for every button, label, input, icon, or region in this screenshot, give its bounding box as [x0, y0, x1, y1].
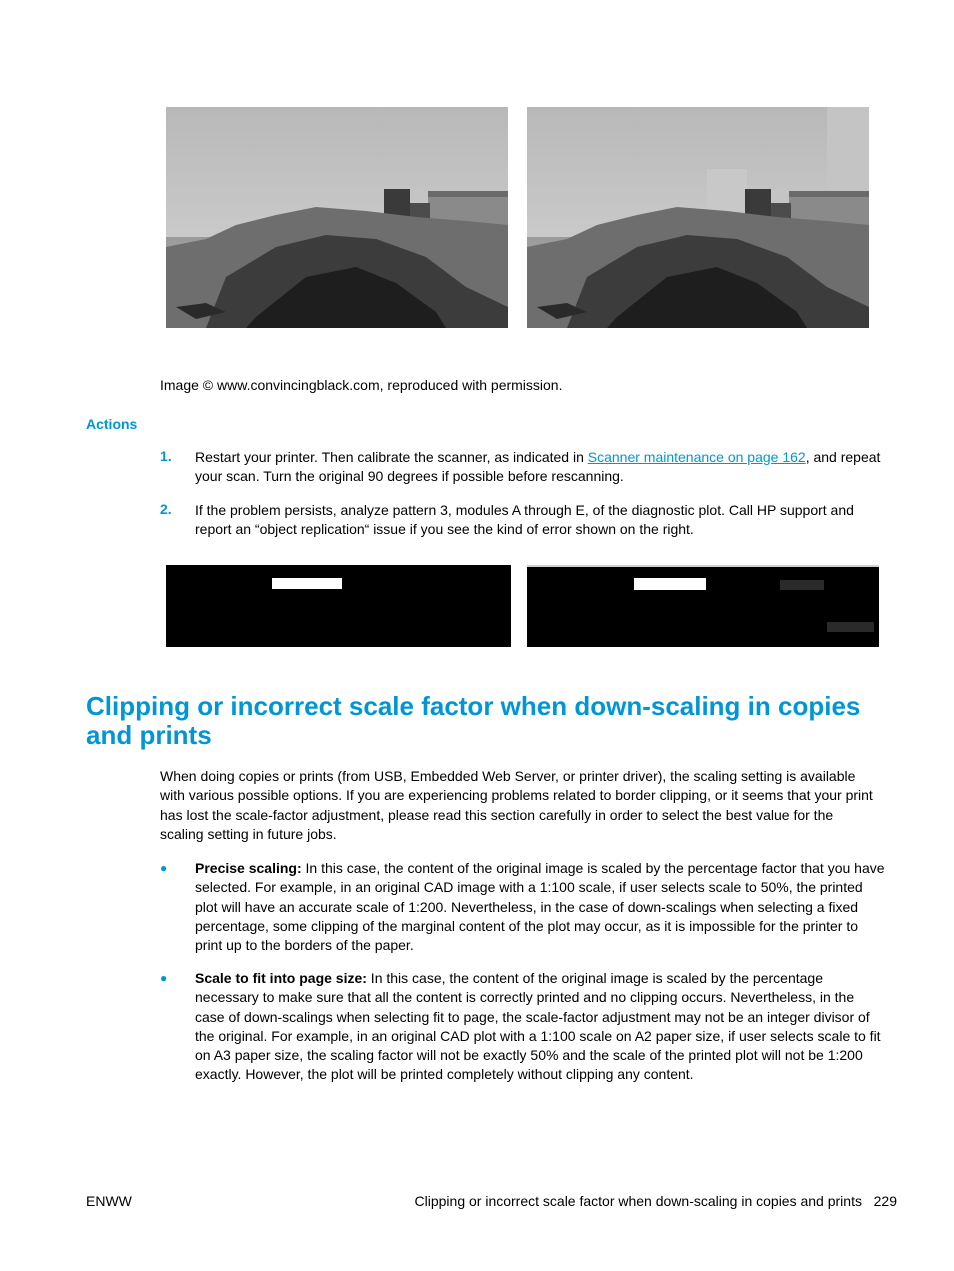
step-1-number: 1. — [160, 448, 172, 464]
diagnostic-plot-replicated — [527, 565, 879, 647]
plot-replica-bar — [827, 622, 874, 632]
bullet-scale-to-fit — [195, 969, 885, 1085]
footer-chapter-title: Clipping or incorrect scale factor when down-scaling in copies and prints — [414, 1193, 862, 1209]
footer-left: ENWW — [86, 1193, 132, 1209]
actions-heading: Actions — [86, 416, 138, 432]
bullet-dot: ● — [160, 861, 168, 875]
page-number: 229 — [873, 1193, 897, 1209]
bullet-precise-scaling — [195, 859, 885, 955]
step-2-number: 2. — [160, 501, 172, 517]
step-1-text-before: Restart your printer. Then calibrate the scanner, as indicated in — [195, 449, 588, 465]
bullet-term: Precise scaling: — [195, 860, 302, 876]
step-1-text-after: , and repeat your scan. Turn the original 90 degrees if possible before rescanning. — [195, 449, 881, 485]
section-title: Clipping or incorrect scale factor when down-scaling in copies and prints — [86, 691, 861, 750]
coast-photo-replicated — [527, 107, 869, 328]
step-1-text — [195, 448, 885, 487]
bullet-dot: ● — [160, 971, 168, 985]
intro-paragraph: When doing copies or prints (from USB, Embedded Web Server, or printer driver), the scaling setting is available with various possible options. If you are experiencing problems related to border clipping, or it seems that your print has lost the scale-factor adjustment, please read this section carefully in order to select the best value for the scaling setting in future jobs. — [160, 768, 873, 842]
plot-replica-bar — [780, 580, 824, 590]
diagnostic-plot-correct — [166, 565, 511, 647]
bullet-term: Scale to fit into page size: — [195, 970, 367, 986]
bullet-body: In this case, the content of the original image is scaled by the percentage factor that you have selected. For example, in an original CAD image with a 1:100 scale, if user selects scale to 50%, the printed plot will have an accurate scale of 1:200. Nevertheless, in the case of down-scalings when selecting a fixed percentage, some clipping of the marginal content of the plot may occur, as it is impossible for the printer to print up to the borders of the paper. — [195, 860, 885, 954]
scanner-maintenance-link[interactable]: Scanner maintenance on page 162 — [587, 449, 806, 465]
coast-photo-original — [166, 107, 508, 328]
image-credit-caption: Image © www.convincingblack.com, reproduced with permission. — [160, 377, 563, 393]
plot-white-bar — [634, 578, 706, 590]
plot-white-bar — [272, 578, 342, 589]
footer-right — [415, 1193, 897, 1209]
step-2-text: If the problem persists, analyze pattern 3, modules A through E, of the diagnostic plot. Call HP support and report an “object replication“ issue if you see the kind of error shown on the right. — [195, 502, 854, 538]
bullet-body: In this case, the content of the original image is scaled by the percentage necessary to make sure that all the content is correctly printed and no clipping occurs. Nevertheless, in the case of down-scalings when selecting fit to page, the scale-factor adjustment may not be an integer divisor of the original. For example, in an original CAD plot with a 1:100 scale on A2 paper size, if user selects scale to fit on A3 paper size, the scaling factor will not be exactly 50% and the scale of the printed plot will not be 1:200 exactly. However, the plot will be printed completely without clipping any content. — [195, 970, 881, 1083]
